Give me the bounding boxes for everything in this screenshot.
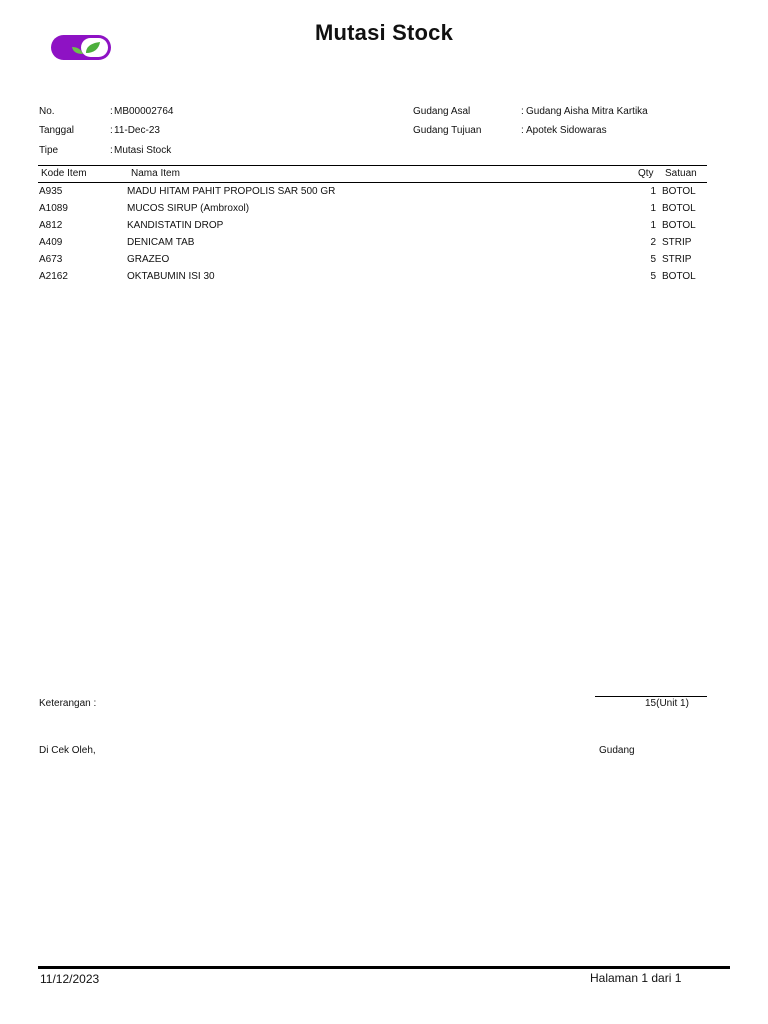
row-kode: A2162 <box>39 271 68 282</box>
row-satuan: BOTOL <box>662 186 696 197</box>
gudang-tujuan-value: Apotek Sidowaras <box>526 125 607 136</box>
row-kode: A673 <box>39 254 63 265</box>
row-qty: 1 <box>650 203 656 214</box>
table-top-rule <box>38 165 707 166</box>
no-label: No. <box>39 106 55 117</box>
tanggal-label: Tanggal <box>39 125 75 136</box>
footer-rule <box>38 966 730 969</box>
col-header-kode: Kode Item <box>41 168 87 179</box>
tanggal-value: 11-Dec-23 <box>114 125 160 136</box>
row-nama: MADU HITAM PAHIT PROPOLIS SAR 500 GR <box>127 186 336 197</box>
row-qty: 1 <box>650 186 656 197</box>
row-nama: OKTABUMIN ISI 30 <box>127 271 215 282</box>
tanggal-sep: : <box>110 125 113 136</box>
row-nama: KANDISTATIN DROP <box>127 220 224 231</box>
gudang-asal-sep: : <box>521 106 524 117</box>
no-sep: : <box>110 106 113 117</box>
col-header-satuan: Satuan <box>665 168 697 179</box>
row-kode: A409 <box>39 237 63 248</box>
total-qty: 15(Unit 1) <box>645 698 689 709</box>
no-value: MB00002764 <box>114 106 174 117</box>
row-nama: MUCOS SIRUP (Ambroxol) <box>127 203 250 214</box>
keterangan-label: Keterangan : <box>39 698 97 709</box>
row-nama: DENICAM TAB <box>127 237 195 248</box>
gudang-tujuan-label: Gudang Tujuan <box>413 125 482 136</box>
row-satuan: BOTOL <box>662 220 696 231</box>
col-header-nama: Nama Item <box>131 168 180 179</box>
gudang-tujuan-sep: : <box>521 125 524 136</box>
document-title: Mutasi Stock <box>314 20 454 45</box>
tipe-label: Tipe <box>39 145 59 156</box>
row-nama: GRAZEO <box>127 254 170 265</box>
row-qty: 1 <box>650 220 656 231</box>
tipe-sep: : <box>110 145 113 156</box>
checked-by-label: Di Cek Oleh, <box>39 745 96 756</box>
row-satuan: STRIP <box>662 254 692 265</box>
gudang-signature-label: Gudang <box>599 745 635 756</box>
row-kode: A935 <box>39 186 63 197</box>
tipe-value: Mutasi Stock <box>114 145 172 156</box>
row-kode: A812 <box>39 220 63 231</box>
row-satuan: STRIP <box>662 237 692 248</box>
gudang-asal-value: Gudang Aisha Mitra Kartika <box>526 106 648 117</box>
row-kode: A1089 <box>39 203 68 214</box>
print-date: 11/12/2023 <box>40 972 100 986</box>
row-qty: 5 <box>650 254 656 265</box>
page-indicator: Halaman 1 dari 1 <box>590 971 682 985</box>
row-satuan: BOTOL <box>662 203 696 214</box>
col-header-qty: Qty <box>638 168 654 179</box>
row-qty: 2 <box>650 237 656 248</box>
total-rule <box>595 696 707 697</box>
row-satuan: BOTOL <box>662 271 696 282</box>
gudang-asal-label: Gudang Asal <box>413 106 471 117</box>
row-qty: 5 <box>650 271 656 282</box>
table-header-rule <box>38 182 707 183</box>
